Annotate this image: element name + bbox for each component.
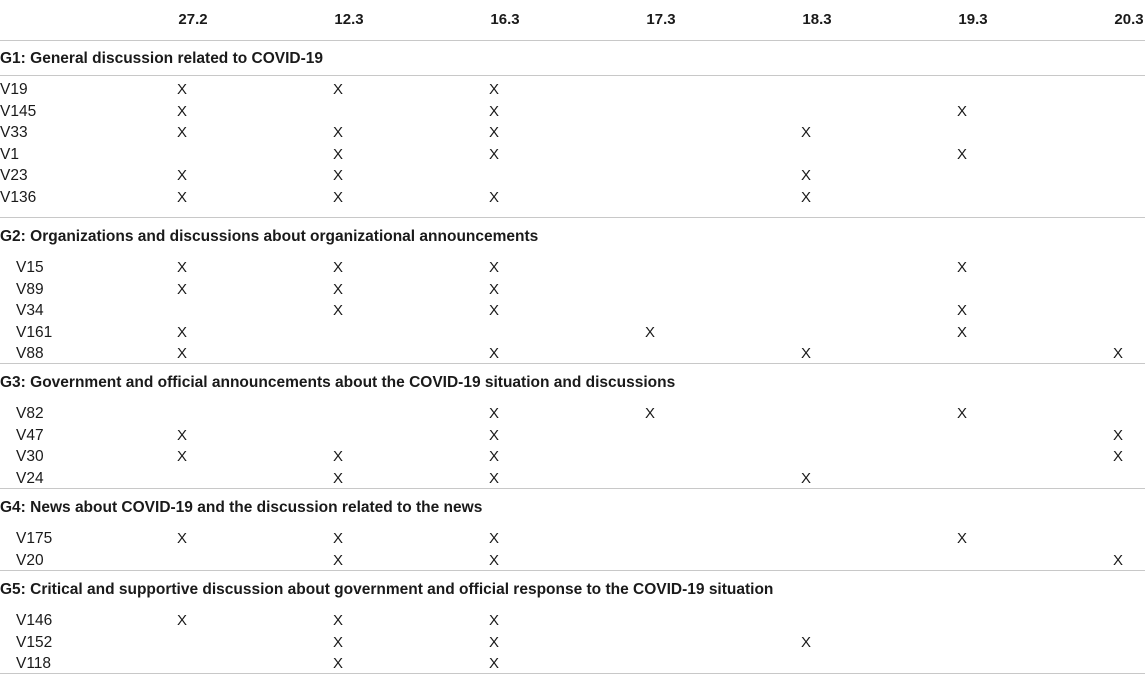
cell-mark: X — [332, 280, 343, 298]
group-title: G4: News about COVID-19 and the discussion related to the news — [0, 499, 483, 516]
cell-mark: X — [332, 633, 343, 651]
cell-mark: X — [332, 259, 343, 276]
row-label: V34 — [16, 302, 44, 319]
cell-mark: X — [332, 551, 343, 569]
column-header-date: 12.3 — [334, 11, 364, 28]
table-row — [0, 405, 1145, 426]
row-label: V20 — [16, 551, 44, 569]
cell-mark: X — [800, 345, 811, 362]
cell-mark: X — [176, 124, 187, 141]
cell-mark: X — [332, 167, 343, 184]
column-header-date: 16.3 — [490, 11, 520, 28]
table-row — [0, 634, 1145, 655]
group-separator — [0, 363, 1145, 364]
cell-mark: X — [176, 612, 187, 629]
cell-mark: X — [956, 323, 967, 341]
cell-mark: X — [488, 530, 499, 547]
cell-mark: X — [644, 405, 655, 422]
row-label: V47 — [16, 426, 44, 444]
row-label: V1 — [0, 145, 19, 163]
row-label: V24 — [16, 469, 44, 487]
cell-mark: X — [176, 345, 187, 362]
table-row — [0, 146, 1145, 167]
table-row — [0, 124, 1145, 145]
cell-mark: X — [176, 426, 187, 444]
cell-mark: X — [956, 302, 967, 319]
cell-mark: X — [1112, 448, 1123, 465]
table-row — [0, 189, 1145, 210]
cell-mark: X — [332, 612, 343, 629]
cell-mark: X — [956, 145, 967, 163]
group-title: G2: Organizations and discussions about organizational announcements — [0, 228, 539, 245]
cell-mark: X — [488, 405, 499, 422]
table-row — [0, 530, 1145, 551]
cell-mark: X — [956, 259, 967, 276]
cell-mark: X — [332, 448, 343, 465]
column-header-date: 27.2 — [178, 11, 208, 28]
column-header-date: 17.3 — [646, 11, 676, 28]
row-label: V23 — [0, 167, 28, 184]
table-row — [0, 259, 1145, 280]
cell-mark: X — [488, 280, 499, 298]
table-row — [0, 281, 1145, 302]
group-title: G3: Government and official announcements about the COVID-19 situation and discussions — [0, 374, 676, 391]
row-label: V19 — [0, 81, 28, 98]
group-title: G1: General discussion related to COVID-19 — [0, 50, 324, 67]
table-row — [0, 103, 1145, 124]
table-header-row — [0, 0, 1145, 41]
row-label: V175 — [16, 530, 53, 547]
row-label: V146 — [16, 612, 53, 629]
column-header-date: 20.3 — [1114, 11, 1144, 28]
row-label: V145 — [0, 102, 37, 120]
table-bottom-rule — [0, 673, 1145, 674]
cell-mark: X — [800, 167, 811, 184]
cell-mark: X — [488, 426, 499, 444]
cell-mark: X — [488, 448, 499, 465]
cell-mark: X — [800, 188, 811, 206]
row-label: V136 — [0, 188, 37, 206]
cell-mark: X — [332, 81, 343, 98]
table-row — [0, 427, 1145, 448]
cell-mark: X — [488, 259, 499, 276]
cell-mark: X — [176, 167, 187, 184]
row-label: V118 — [16, 655, 52, 672]
cell-mark: X — [488, 612, 499, 629]
table-row — [0, 302, 1145, 323]
cell-mark: X — [332, 124, 343, 141]
cell-mark: X — [176, 188, 187, 206]
cell-mark: X — [800, 469, 811, 487]
group-separator — [0, 570, 1145, 571]
group-separator — [0, 488, 1145, 489]
row-label: V82 — [16, 405, 44, 422]
cell-mark: X — [488, 655, 499, 672]
cell-mark: X — [332, 188, 343, 206]
cell-mark: X — [176, 102, 187, 120]
cell-mark: X — [488, 469, 499, 487]
row-label: V15 — [16, 259, 44, 276]
cell-mark: X — [488, 551, 499, 569]
cell-mark: X — [488, 633, 499, 651]
cell-mark: X — [176, 259, 187, 276]
cell-mark: X — [800, 124, 811, 141]
cell-mark: X — [488, 188, 499, 206]
table-row — [0, 167, 1145, 188]
cell-mark: X — [332, 145, 343, 163]
table-row — [0, 324, 1145, 345]
cell-mark: X — [332, 655, 343, 672]
group-title: G5: Critical and supportive discussion about government and official response to the COVID-19 situation — [0, 581, 774, 598]
cell-mark: X — [176, 323, 187, 341]
table-row — [0, 612, 1145, 633]
group-separator — [0, 75, 1145, 76]
cell-mark: X — [332, 469, 343, 487]
cell-mark: X — [488, 102, 499, 120]
cell-mark: X — [1112, 426, 1123, 444]
cell-mark: X — [176, 81, 187, 98]
cell-mark: X — [488, 124, 499, 141]
row-label: V89 — [16, 280, 44, 298]
cell-mark: X — [956, 530, 967, 547]
cell-mark: X — [1112, 551, 1123, 569]
row-label: V161 — [16, 323, 53, 341]
cell-mark: X — [176, 280, 187, 298]
cell-mark: X — [488, 345, 499, 362]
cell-mark: X — [176, 530, 187, 547]
row-label: V88 — [16, 345, 44, 362]
cell-mark: X — [332, 530, 343, 547]
row-label: V152 — [16, 633, 53, 651]
cell-mark: X — [488, 81, 499, 98]
row-label: V33 — [0, 124, 28, 141]
cell-mark: X — [956, 102, 967, 120]
cell-mark: X — [176, 448, 187, 465]
cell-mark: X — [644, 323, 655, 341]
cell-mark: X — [488, 302, 499, 319]
row-label: V30 — [16, 448, 44, 465]
cell-mark: X — [332, 302, 343, 319]
table-row — [0, 81, 1145, 102]
column-header-date: 18.3 — [802, 11, 832, 28]
group-separator — [0, 217, 1145, 218]
column-header-date: 19.3 — [958, 11, 988, 28]
table-row — [0, 448, 1145, 469]
cell-mark: X — [800, 633, 811, 651]
cell-mark: X — [1112, 345, 1123, 362]
cell-mark: X — [488, 145, 499, 163]
cell-mark: X — [956, 405, 967, 422]
